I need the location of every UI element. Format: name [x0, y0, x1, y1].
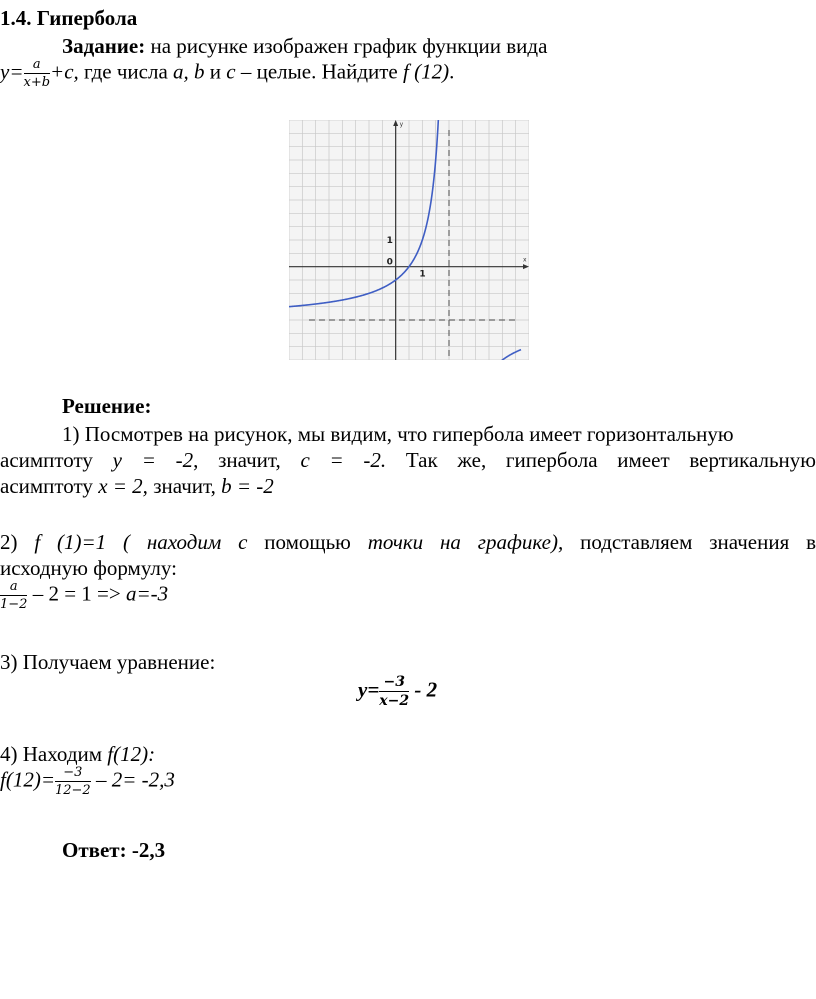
p1-line1: 1) Посмотрев на рисунок, мы видим, что гипербола имеет горизонтальную	[62, 422, 734, 446]
p2-text-c: помощью	[247, 530, 368, 554]
p1-eq-b: b = -2	[221, 474, 274, 498]
task-dot: .	[449, 59, 455, 84]
var-c: c	[226, 59, 236, 84]
p4-frac-num: −3	[55, 766, 91, 782]
p3-frac-num: −3	[379, 675, 409, 692]
p2-num: 2)	[0, 530, 35, 554]
task-rest2: – целые. Найдите	[235, 59, 403, 84]
heading: 1.4. Гипербола	[0, 6, 138, 30]
hyperbola-graph	[289, 120, 529, 360]
task-rest1: где числа	[78, 59, 174, 84]
p1-eq-c: c = -2.	[300, 448, 387, 472]
task-frac-den: x+b	[23, 75, 51, 90]
task-and: и	[204, 59, 227, 84]
task-line	[62, 34, 547, 59]
p1-line2	[0, 448, 816, 473]
p4-frac-den: 12−2	[55, 783, 91, 798]
task-text: на рисунке изображен график функции вида	[145, 34, 548, 58]
var-a: a,	[173, 59, 189, 84]
p4-text: 4) Находим	[0, 742, 108, 766]
answer: Ответ: -2,3	[62, 838, 166, 862]
p4-rhs: – 2= -2,3	[90, 767, 175, 792]
p2-point: точки на графике),	[367, 530, 564, 554]
p1-eq-x: x = 2,	[98, 474, 148, 498]
y-axis-label: y	[399, 121, 404, 128]
p2-line1	[0, 530, 816, 555]
p2-line2: исходную формулу:	[0, 556, 177, 580]
p3-eq-lhs: y=	[358, 677, 380, 702]
x-axis-label: x	[523, 256, 527, 264]
p4-line1	[0, 742, 155, 767]
p1-text3-c: значит,	[147, 474, 222, 498]
p3-fraction	[379, 675, 409, 708]
p4-line2	[0, 766, 175, 797]
solution-label: Решение:	[62, 394, 152, 418]
p1-text-a: асимптоту	[0, 448, 113, 472]
p1-text-e: Так же, гипербола имеет вертикальную	[386, 448, 816, 472]
p4-f12: f(12):	[107, 742, 156, 766]
p2-text-e: подставляем значения в	[563, 530, 816, 554]
p2-frac-num: a	[0, 580, 27, 596]
var-b: b	[194, 59, 205, 84]
p2-result: a=-3	[125, 581, 169, 606]
p1-text-c: , значит,	[193, 448, 301, 472]
p4-fraction	[55, 766, 91, 797]
p2-frac-den: 1−2	[0, 597, 28, 612]
task-frac-num: a	[24, 58, 51, 74]
p2-text3: – 2 = 1 =>	[27, 581, 126, 606]
unit-y-label: 1	[386, 236, 393, 246]
task-label: Задание:	[62, 34, 146, 58]
p4-lhs: f(12)=	[0, 767, 55, 792]
task-formula-line	[0, 58, 454, 89]
task-fraction	[24, 58, 51, 89]
formula-lhs: y=	[0, 59, 24, 84]
origin-label: 0	[386, 257, 393, 268]
p2-f1: f (1)=1 ( находим с	[34, 530, 248, 554]
p2-fraction	[0, 580, 27, 611]
p3-line1: 3) Получаем уравнение:	[0, 650, 216, 674]
f12-ref: f (12)	[403, 59, 450, 84]
p3-eq-rhs: - 2	[409, 677, 438, 702]
unit-x-label: 1	[419, 269, 426, 280]
p3-frac-den: x−2	[379, 693, 410, 709]
p1-eq-y: y = -2	[112, 448, 194, 472]
formula-rhs: +c,	[50, 59, 79, 84]
p3-equation	[358, 675, 437, 708]
p2-line3	[0, 580, 168, 611]
p1-text3-a: асимптоту	[0, 474, 99, 498]
p1-line3	[0, 474, 274, 499]
